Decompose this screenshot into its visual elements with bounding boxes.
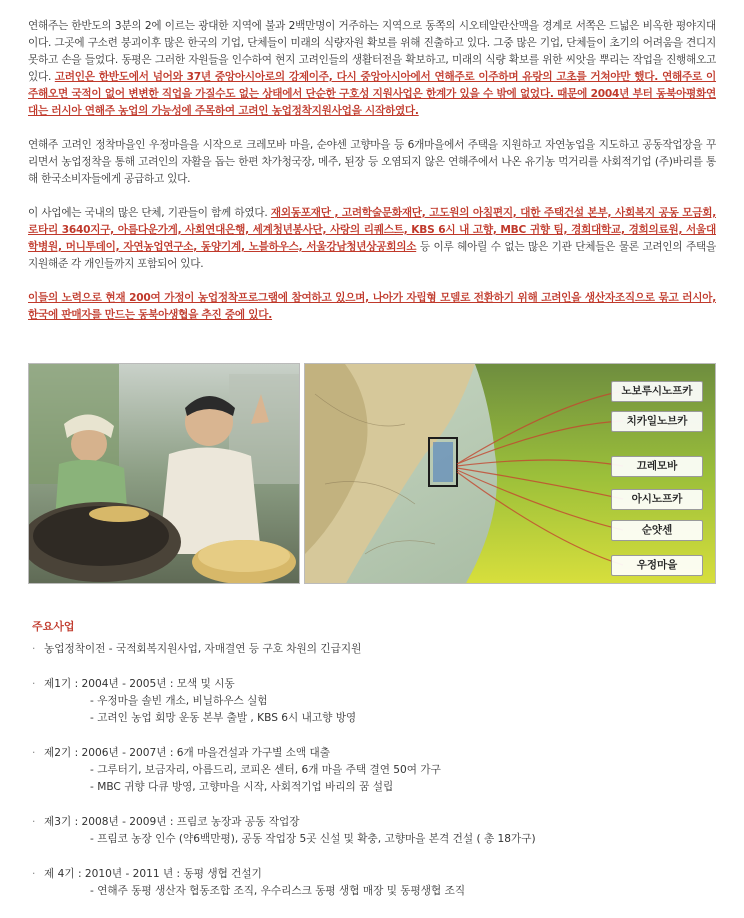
work-item-sub: - 그루터기, 보금자리, 아름드리, 코피온 센터, 6개 마을 주택 결연 50여 가구: [90, 764, 441, 776]
work-item-5: [32, 866, 722, 900]
intro-paragraph-2: 연해주 고려인 정착마을인 우정마을을 시작으로 크레모바 마을, 순야센 고향마을 등 6개마을에서 주택을 지원하고 자연농업을 지도하고 공동작업장을 꾸리면서 농업정착을 통해 고려인의 자활을 돕는 한편 차가청국장, 메주, 된장 등 오염되지 않은 연해주에서 나온 유기농 먹거리를 사회적기업 (주)바리를 통해 한국소비자들에게 공급하고 있다.: [28, 139, 716, 185]
work-item-head: 제1기 : 2004년 - 2005년 : 모색 및 시동: [44, 678, 235, 690]
intro-p3-tail: 등 이루 헤아릴 수 없는 많은 기관 단체들은 물론 고려인의 주택을 지원해준 각 개인들까지 포함되어 있다.: [28, 241, 716, 270]
intro-paragraph-1: [28, 18, 716, 120]
map-label-6: 우정마을: [611, 555, 703, 576]
work-item-sub: - MBC 귀향 다큐 방영, 고향마을 시작, 사회적기업 바리의 꿈 설립: [90, 781, 394, 793]
work-item-head: 제3기 : 2008년 - 2009년 : 프림코 농장과 공동 작업장: [44, 816, 300, 828]
intro-p1-highlight: 고려인은 한반도에서 넘어와 37년 중앙아시아로의 강제이주, 다시 중앙아시아에서 연해주로 이주하며 유랑의 고초를 거쳐야만 했다. 연해주로 이주해오면 국적이 없어 변변한 직업을 가질수도 없는 상태에서 단순한 구호성 지원사업은 한계가 있을 수 밖에 없었다. 때문에 2004년 부터 동북아평화연대는 러시아 연해주 농업의 가능성에 주목하여 고려인 농업정착지원사업을 시작하였다.: [28, 71, 717, 117]
map-label-4: 아시노프카: [611, 489, 703, 510]
work-item-head: 농업정착이전 - 국적회복지원사업, 자매결연 등 구호 차원의 긴급지원: [44, 643, 362, 655]
work-item-2: [32, 676, 722, 727]
work-item-4: [32, 814, 722, 848]
photo-row: [28, 363, 716, 586]
intro-paragraph-3: [28, 205, 716, 273]
work-item-sub: - 연해주 동평 생산자 협동조합 조직, 우수리스크 동평 생협 매장 및 동평생협 조직: [90, 885, 466, 897]
intro-p1-text: 연해주는 한반도의 3분의 2에 이르는 광대한 지역에 불과 2백만명이 거주하는 지역으로 동쪽의 시오테알란산맥을 경계로 서쪽은 드넓은 비옥한 평야지대이다. 그곳에 구소련 붕괴이후 많은 한국의 기업, 단체들이 미래의 식량자원 확보를 위해 진출하고 있다. 그중 많은 기업, 단체들이 초기의 어려움을 견디지 못하고 손을 들었다. 동평은 그러한 자원들을 인수하여 현지 고려인들의 생활터전을 확보하고, 미래의 식량 확보를 위한 씨앗을 뿌리는 작업을 진행해오고 있다.: [28, 20, 716, 83]
map-label-5: 순얏센: [611, 520, 703, 541]
bullet-icon: ·: [32, 678, 36, 690]
farmers-photo-image: [29, 364, 300, 584]
farmers-photo: [28, 363, 300, 584]
work-item-1: [32, 641, 722, 658]
work-item-sub: - 고려인 농업 회망 운동 본부 출발 , KBS 6시 내고향 방영: [90, 712, 357, 724]
intro-p4-highlight: 이들의 노력으로 현재 200여 가정이 농업정착프로그램에 참여하고 있으며, 나아가 자립형 모델로 전환하기 위해 고려인을 생산자조직으로 묶고 러시아, 한국에 판매자를 만드는 동북아생협을 추진 중에 있다.: [28, 292, 716, 321]
map-label-3: 끄레모바: [611, 456, 703, 477]
village-map: [304, 363, 716, 584]
map-label-1: 노보루시노프카: [611, 381, 703, 402]
work-item-3: [32, 745, 722, 796]
bullet-icon: ·: [32, 816, 36, 828]
intro-paragraph-4: [28, 290, 716, 324]
bullet-icon: ·: [32, 868, 36, 880]
work-item-head: 제2기 : 2006년 - 2007년 : 6개 마을건설과 가구별 소액 대출: [44, 747, 331, 759]
bullet-icon: ·: [32, 643, 36, 655]
intro-p3-highlight: 재외동포재단 , 고려학술문화재단, 고도원의 아침편지, 대한 주택건설 본부, 사회복지 공동 모금회, 로타리 3640지구, 아름다운가게, 사회연대은행, 세계청년봉사단, 사랑의 리퀘스트, KBS 6시 내 고향, MBC 귀향 팀, 경희대학교, 경희의료원, 서울대학병원, 머니투데이, 자연농업연구소, 동양기계, 노블하우스, 서울강남청년상공회의소: [28, 207, 717, 253]
work-item-sub: - 프림코 농장 인수 (약6백만평), 공동 작업장 5곳 신설 및 확충, 고향마을 본격 건설 ( 총 18가구): [90, 833, 536, 845]
bullet-icon: ·: [32, 747, 36, 759]
intro-text: [28, 18, 716, 341]
work-list: [32, 641, 722, 918]
map-label-2: 치카일노브카: [611, 411, 703, 432]
work-item-head: 제 4기 : 2010년 - 2011 년 : 동평 생협 건설기: [44, 868, 262, 880]
intro-p3-text: 이 사업에는 국내의 많은 단체, 기관들이 함께 하였다.: [28, 207, 271, 219]
work-item-sub: - 우정마을 솔빈 개소, 비닐하우스 실험: [90, 695, 268, 707]
section-title: 주요사업: [32, 620, 75, 633]
